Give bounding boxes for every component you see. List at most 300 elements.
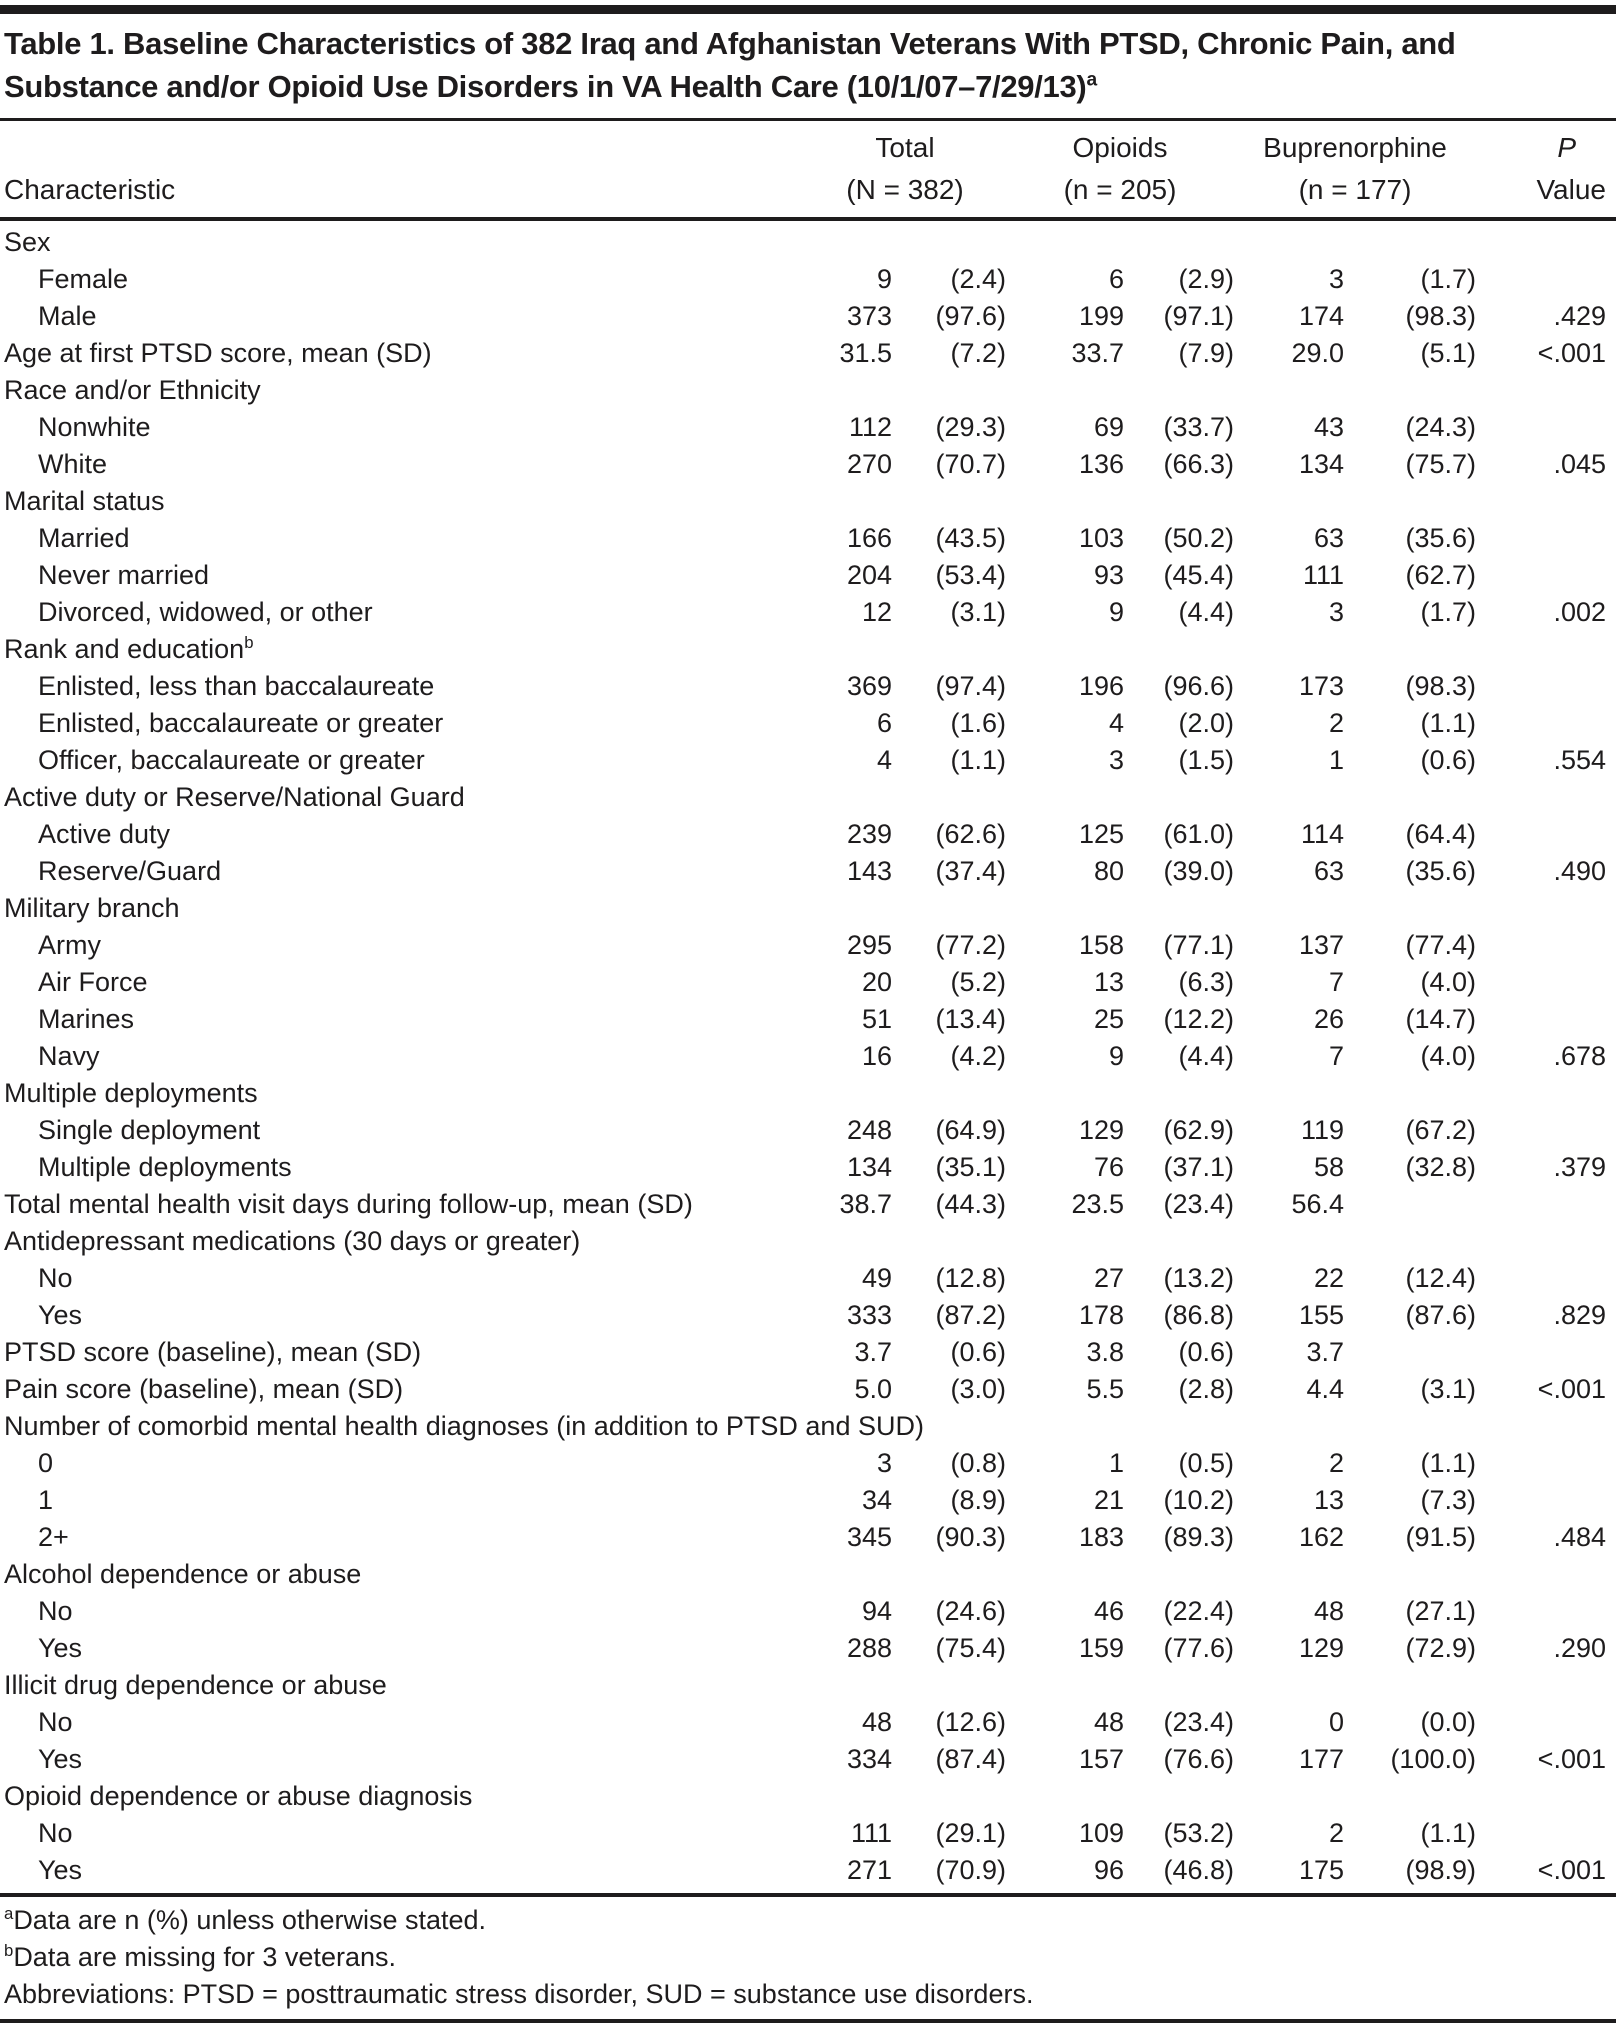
cell-total-n: 334 bbox=[846, 1744, 892, 1774]
cell-opioids-pct: (7.9) bbox=[1178, 338, 1234, 368]
cell-total-pct: (70.9) bbox=[935, 1855, 1006, 1885]
header-opioids-n: (n = 205) bbox=[1063, 174, 1177, 205]
cell-opioids-n: 158 bbox=[1078, 930, 1124, 960]
cell-p-value: <.001 bbox=[1537, 338, 1606, 368]
row-label: Illicit drug dependence or abuse bbox=[4, 1670, 387, 1700]
cell-total-pct: (12.6) bbox=[935, 1707, 1006, 1737]
cell-buprenorphine-pct: (64.4) bbox=[1405, 819, 1476, 849]
cell-total-pct: (97.6) bbox=[935, 301, 1006, 331]
footnote-abbreviations-text: Abbreviations: PTSD = posttraumatic stress disorder, SUD = substance use disorders. bbox=[4, 1979, 1034, 2009]
cell-total-pct: (3.0) bbox=[950, 1374, 1006, 1404]
cell-total-pct: (0.6) bbox=[950, 1337, 1006, 1367]
row-label: Female bbox=[38, 264, 129, 294]
header-p: P bbox=[1557, 132, 1576, 163]
row-label: Yes bbox=[38, 1633, 83, 1663]
cell-buprenorphine-n: 58 bbox=[1313, 1152, 1344, 1182]
row-label: Yes bbox=[38, 1855, 83, 1885]
row-label: Air Force bbox=[38, 967, 148, 997]
row-label: PTSD score (baseline), mean (SD) bbox=[4, 1337, 422, 1367]
cell-buprenorphine-n: 4.4 bbox=[1306, 1374, 1344, 1404]
cell-total-pct: (8.9) bbox=[950, 1485, 1006, 1515]
table-row bbox=[0, 1815, 1606, 1852]
footnote-b bbox=[4, 1939, 1606, 1976]
cell-opioids-pct: (6.3) bbox=[1178, 967, 1234, 997]
table-row bbox=[0, 1556, 1606, 1593]
cell-p-value bbox=[1476, 1260, 1606, 1297]
cell-buprenorphine-n: 29.0 bbox=[1291, 338, 1344, 368]
cell-total-n: 166 bbox=[846, 523, 892, 553]
table-row bbox=[0, 1149, 1606, 1186]
cell-buprenorphine-pct: (5.1) bbox=[1420, 338, 1476, 368]
cell-total-n: 5.0 bbox=[854, 1374, 892, 1404]
cell-buprenorphine-n: 3.7 bbox=[1306, 1337, 1344, 1367]
cell-opioids-n: 80 bbox=[1093, 856, 1124, 886]
cell-total-pct: (90.3) bbox=[935, 1522, 1006, 1552]
cell-buprenorphine-n: 162 bbox=[1298, 1522, 1344, 1552]
cell-buprenorphine-n: 155 bbox=[1298, 1300, 1344, 1330]
cell-total-pct: (29.1) bbox=[935, 1818, 1006, 1848]
cell-total-pct: (44.3) bbox=[935, 1189, 1006, 1219]
cell-buprenorphine-n: 43 bbox=[1313, 412, 1344, 442]
cell-buprenorphine-n: 174 bbox=[1298, 301, 1344, 331]
cell-opioids-pct: (2.0) bbox=[1178, 708, 1234, 738]
cell-opioids-n: 199 bbox=[1078, 301, 1124, 331]
table-footnotes bbox=[0, 1897, 1616, 2019]
row-label: Enlisted, less than baccalaureate bbox=[38, 671, 435, 701]
cell-buprenorphine-pct: (67.2) bbox=[1405, 1115, 1476, 1145]
cell-total-pct: (3.1) bbox=[950, 597, 1006, 627]
cell-buprenorphine-pct: (100.0) bbox=[1390, 1744, 1476, 1774]
table-title-footnote-marker: a bbox=[1086, 69, 1097, 91]
cell-total-n: 288 bbox=[846, 1633, 892, 1663]
cell-opioids-pct: (50.2) bbox=[1163, 523, 1234, 553]
cell-buprenorphine-n: 1 bbox=[1328, 745, 1344, 775]
cell-p-value bbox=[1476, 668, 1606, 705]
cell-buprenorphine-pct: (91.5) bbox=[1405, 1522, 1476, 1552]
table-row bbox=[0, 483, 1606, 520]
cell-total-n: 373 bbox=[846, 301, 892, 331]
header-characteristic: Characteristic bbox=[4, 174, 176, 205]
cell-opioids-pct: (77.6) bbox=[1163, 1633, 1234, 1663]
table-row bbox=[0, 1075, 1606, 1112]
cell-p-value bbox=[1476, 261, 1606, 298]
table-row bbox=[0, 705, 1606, 742]
cell-buprenorphine-pct: (98.9) bbox=[1405, 1855, 1476, 1885]
cell-opioids-pct: (1.5) bbox=[1178, 745, 1234, 775]
footnote-b-text: Data are missing for 3 veterans. bbox=[13, 1942, 396, 1972]
cell-total-n: 34 bbox=[861, 1485, 892, 1515]
cell-p-value bbox=[1476, 1445, 1606, 1482]
cell-p-value: .484 bbox=[1553, 1522, 1606, 1552]
table-row bbox=[0, 1519, 1606, 1556]
cell-opioids-n: 183 bbox=[1078, 1522, 1124, 1552]
cell-buprenorphine-pct: (62.7) bbox=[1405, 560, 1476, 590]
cell-opioids-n: 3.8 bbox=[1086, 1337, 1124, 1367]
cell-opioids-pct: (4.4) bbox=[1178, 597, 1234, 627]
row-label: Reserve/Guard bbox=[38, 856, 222, 886]
cell-opioids-n: 27 bbox=[1093, 1263, 1124, 1293]
cell-buprenorphine-n: 63 bbox=[1313, 856, 1344, 886]
cell-opioids-n: 5.5 bbox=[1086, 1374, 1124, 1404]
cell-opioids-n: 46 bbox=[1093, 1596, 1124, 1626]
cell-opioids-n: 48 bbox=[1093, 1707, 1124, 1737]
cell-total-n: 143 bbox=[846, 856, 892, 886]
row-label: No bbox=[38, 1818, 73, 1848]
cell-buprenorphine-n: 177 bbox=[1298, 1744, 1344, 1774]
table-row bbox=[0, 298, 1606, 335]
table-row bbox=[0, 1704, 1606, 1741]
cell-buprenorphine-pct: (35.6) bbox=[1405, 523, 1476, 553]
row-label: Enlisted, baccalaureate or greater bbox=[38, 708, 444, 738]
cell-buprenorphine-n: 173 bbox=[1298, 671, 1344, 701]
cell-total-n: 51 bbox=[861, 1004, 892, 1034]
cell-opioids-pct: (13.2) bbox=[1163, 1263, 1234, 1293]
cell-total-pct: (1.6) bbox=[950, 708, 1006, 738]
cell-total-pct: (0.8) bbox=[950, 1448, 1006, 1478]
row-label: Officer, baccalaureate or greater bbox=[38, 745, 425, 775]
row-label: Number of comorbid mental health diagnoses (in addition to PTSD and SUD) bbox=[4, 1411, 924, 1441]
footnote-a bbox=[4, 1902, 1606, 1939]
cell-total-pct: (75.4) bbox=[935, 1633, 1006, 1663]
row-label: No bbox=[38, 1707, 73, 1737]
table-body bbox=[0, 221, 1616, 1893]
cell-buprenorphine-pct: (12.4) bbox=[1405, 1263, 1476, 1293]
header-group-opioids: Opioids bbox=[1072, 132, 1168, 163]
cell-buprenorphine-n: 56.4 bbox=[1291, 1189, 1344, 1219]
cell-p-value: .554 bbox=[1553, 745, 1606, 775]
row-label: Army bbox=[38, 930, 101, 960]
cell-buprenorphine-n: 175 bbox=[1298, 1855, 1344, 1885]
row-label: Multiple deployments bbox=[4, 1078, 258, 1108]
cell-total-n: 3 bbox=[876, 1448, 892, 1478]
table-row bbox=[0, 520, 1606, 557]
row-label: 1 bbox=[38, 1485, 54, 1515]
cell-total-pct: (62.6) bbox=[935, 819, 1006, 849]
cell-p-value: <.001 bbox=[1537, 1374, 1606, 1404]
table-row bbox=[0, 1260, 1606, 1297]
cell-p-value bbox=[1476, 1815, 1606, 1852]
cell-p-value bbox=[1476, 557, 1606, 594]
cell-total-pct: (53.4) bbox=[935, 560, 1006, 590]
cell-buprenorphine-n: 137 bbox=[1298, 930, 1344, 960]
cell-total-n: 134 bbox=[846, 1152, 892, 1182]
table-row bbox=[0, 372, 1606, 409]
cell-opioids-n: 159 bbox=[1078, 1633, 1124, 1663]
cell-total-pct: (64.9) bbox=[935, 1115, 1006, 1145]
cell-opioids-n: 109 bbox=[1078, 1818, 1124, 1848]
footnote-b-marker: b bbox=[4, 1941, 14, 1960]
footnote-a-marker: a bbox=[4, 1904, 14, 1923]
cell-opioids-pct: (10.2) bbox=[1163, 1485, 1234, 1515]
cell-opioids-n: 13 bbox=[1093, 967, 1124, 997]
cell-p-value bbox=[1476, 1112, 1606, 1149]
cell-opioids-pct: (89.3) bbox=[1163, 1522, 1234, 1552]
cell-p-value bbox=[1476, 705, 1606, 742]
cell-p-value bbox=[1476, 1593, 1606, 1630]
cell-opioids-n: 196 bbox=[1078, 671, 1124, 701]
cell-buprenorphine-pct: (87.6) bbox=[1405, 1300, 1476, 1330]
cell-total-n: 94 bbox=[861, 1596, 892, 1626]
cell-total-n: 12 bbox=[861, 597, 892, 627]
cell-total-pct: (24.6) bbox=[935, 1596, 1006, 1626]
cell-buprenorphine-pct: (1.1) bbox=[1420, 1818, 1476, 1848]
row-label: Married bbox=[38, 523, 130, 553]
cell-opioids-n: 93 bbox=[1093, 560, 1124, 590]
row-label: Yes bbox=[38, 1744, 83, 1774]
cell-opioids-n: 25 bbox=[1093, 1004, 1124, 1034]
cell-buprenorphine-pct: (27.1) bbox=[1405, 1596, 1476, 1626]
cell-total-n: 4 bbox=[876, 745, 892, 775]
footnote-a-text: Data are n (%) unless otherwise stated. bbox=[13, 1905, 487, 1935]
row-label: Rank and education$^b$ bbox=[4, 633, 254, 664]
row-label: Sex bbox=[4, 227, 51, 257]
cell-buprenorphine-n: 2 bbox=[1328, 1818, 1344, 1848]
cell-p-value: .829 bbox=[1553, 1300, 1606, 1330]
cell-opioids-pct: (22.4) bbox=[1163, 1596, 1234, 1626]
table-row bbox=[0, 1371, 1606, 1408]
cell-buprenorphine-pct: (1.7) bbox=[1420, 264, 1476, 294]
cell-opioids-pct: (96.6) bbox=[1163, 671, 1234, 701]
cell-opioids-pct: (53.2) bbox=[1163, 1818, 1234, 1848]
cell-opioids-pct: (2.8) bbox=[1178, 1374, 1234, 1404]
cell-opioids-pct: (23.4) bbox=[1163, 1707, 1234, 1737]
cell-opioids-n: 178 bbox=[1078, 1300, 1124, 1330]
cell-opioids-n: 103 bbox=[1078, 523, 1124, 553]
cell-total-n: 16 bbox=[861, 1041, 892, 1071]
cell-p-value: <.001 bbox=[1537, 1744, 1606, 1774]
cell-opioids-n: 6 bbox=[1108, 264, 1124, 294]
table-row bbox=[0, 1593, 1606, 1630]
cell-opioids-pct: (76.6) bbox=[1163, 1744, 1234, 1774]
cell-buprenorphine-pct: (98.3) bbox=[1405, 671, 1476, 701]
cell-p-value bbox=[1476, 964, 1606, 1001]
table-row bbox=[0, 1667, 1606, 1704]
cell-opioids-n: 9 bbox=[1108, 1041, 1124, 1071]
cell-total-pct: (77.2) bbox=[935, 930, 1006, 960]
cell-total-n: 3.7 bbox=[854, 1337, 892, 1367]
cell-buprenorphine-pct: (1.1) bbox=[1420, 708, 1476, 738]
cell-buprenorphine-pct: (14.7) bbox=[1405, 1004, 1476, 1034]
row-label: Navy bbox=[38, 1041, 100, 1071]
cell-opioids-pct: (97.1) bbox=[1163, 301, 1234, 331]
header-sub-row bbox=[0, 169, 1606, 211]
table-row bbox=[0, 631, 1606, 668]
cell-buprenorphine-n: 2 bbox=[1328, 1448, 1344, 1478]
cell-p-value: <.001 bbox=[1537, 1855, 1606, 1885]
cell-buprenorphine-n: 0 bbox=[1328, 1707, 1344, 1737]
table-title bbox=[0, 14, 1616, 118]
table-row bbox=[0, 261, 1606, 298]
cell-total-pct: (35.1) bbox=[935, 1152, 1006, 1182]
row-label: Marital status bbox=[4, 486, 165, 516]
cell-opioids-n: 3 bbox=[1108, 745, 1124, 775]
cell-buprenorphine-pct: (35.6) bbox=[1405, 856, 1476, 886]
row-label: 0 bbox=[38, 1448, 54, 1478]
cell-p-value: .290 bbox=[1553, 1633, 1606, 1663]
cell-p-value bbox=[1476, 409, 1606, 446]
cell-buprenorphine-pct: (98.3) bbox=[1405, 301, 1476, 331]
cell-total-n: 112 bbox=[848, 412, 892, 442]
cell-buprenorphine-n: 134 bbox=[1298, 449, 1344, 479]
cell-p-value: .045 bbox=[1553, 449, 1606, 479]
cell-opioids-pct: (33.7) bbox=[1163, 412, 1234, 442]
table-row bbox=[0, 557, 1606, 594]
row-label: Never married bbox=[38, 560, 210, 590]
cell-total-n: 369 bbox=[846, 671, 892, 701]
cell-buprenorphine-n: 3 bbox=[1328, 597, 1344, 627]
cell-opioids-pct: (66.3) bbox=[1163, 449, 1234, 479]
cell-total-n: 48 bbox=[861, 1707, 892, 1737]
row-label: Active duty bbox=[38, 819, 171, 849]
table-row bbox=[0, 742, 1606, 779]
table-row bbox=[0, 1482, 1606, 1519]
cell-buprenorphine-n: 13 bbox=[1313, 1485, 1344, 1515]
cell-buprenorphine-n: 48 bbox=[1313, 1596, 1344, 1626]
cell-p-value bbox=[1476, 816, 1606, 853]
row-label: Yes bbox=[38, 1300, 83, 1330]
cell-buprenorphine-pct: (24.3) bbox=[1405, 412, 1476, 442]
cell-buprenorphine-n: 119 bbox=[1300, 1115, 1344, 1145]
cell-buprenorphine-n: 7 bbox=[1328, 1041, 1344, 1071]
cell-opioids-n: 9 bbox=[1108, 597, 1124, 627]
table-row bbox=[0, 1038, 1606, 1075]
cell-opioids-pct: (4.4) bbox=[1178, 1041, 1234, 1071]
row-label: No bbox=[38, 1263, 73, 1293]
cell-opioids-pct: (12.2) bbox=[1163, 1004, 1234, 1034]
row-label: Active duty or Reserve/National Guard bbox=[4, 782, 465, 812]
cell-total-pct: (1.1) bbox=[950, 745, 1006, 775]
cell-p-value bbox=[1476, 1334, 1606, 1371]
cell-total-pct: (97.4) bbox=[935, 671, 1006, 701]
row-label: Nonwhite bbox=[38, 412, 151, 442]
cell-total-pct: (87.2) bbox=[935, 1300, 1006, 1330]
footnote-abbreviations bbox=[4, 1976, 1606, 2013]
cell-buprenorphine-n: 114 bbox=[1300, 819, 1344, 849]
row-label: Total mental health visit days during follow-up, mean (SD) bbox=[4, 1189, 693, 1219]
table-row bbox=[0, 1630, 1606, 1667]
cell-buprenorphine-n: 22 bbox=[1313, 1263, 1344, 1293]
row-label: Pain score (baseline), mean (SD) bbox=[4, 1374, 404, 1404]
cell-buprenorphine-n: 63 bbox=[1313, 523, 1344, 553]
cell-opioids-pct: (23.4) bbox=[1163, 1189, 1234, 1219]
cell-total-pct: (2.4) bbox=[950, 264, 1006, 294]
cell-opioids-n: 76 bbox=[1093, 1152, 1124, 1182]
row-label: Multiple deployments bbox=[38, 1152, 292, 1182]
cell-opioids-pct: (61.0) bbox=[1163, 819, 1234, 849]
cell-buprenorphine-pct: (1.1) bbox=[1420, 1448, 1476, 1478]
table-row bbox=[0, 594, 1606, 631]
cell-total-n: 270 bbox=[846, 449, 892, 479]
row-label: Divorced, widowed, or other bbox=[38, 597, 373, 627]
cell-total-n: 248 bbox=[846, 1115, 892, 1145]
table-row bbox=[0, 1445, 1606, 1482]
cell-buprenorphine-pct: (0.0) bbox=[1420, 1707, 1476, 1737]
cell-total-n: 6 bbox=[876, 708, 892, 738]
cell-buprenorphine-pct: (77.4) bbox=[1405, 930, 1476, 960]
cell-buprenorphine-pct: (3.1) bbox=[1420, 1374, 1476, 1404]
cell-opioids-n: 157 bbox=[1078, 1744, 1124, 1774]
cell-buprenorphine-pct: (32.8) bbox=[1405, 1152, 1476, 1182]
cell-buprenorphine-n: 3 bbox=[1328, 264, 1344, 294]
row-label: Race and/or Ethnicity bbox=[4, 375, 261, 405]
cell-opioids-pct: (39.0) bbox=[1163, 856, 1234, 886]
cell-p-value: .002 bbox=[1553, 597, 1606, 627]
cell-total-n: 20 bbox=[861, 967, 892, 997]
row-label: Alcohol dependence or abuse bbox=[4, 1559, 362, 1589]
table-row bbox=[0, 1741, 1606, 1778]
cell-total-n: 271 bbox=[846, 1855, 892, 1885]
cell-opioids-n: 96 bbox=[1093, 1855, 1124, 1885]
cell-total-n: 295 bbox=[846, 930, 892, 960]
header-p-value: Value bbox=[1536, 174, 1606, 205]
table-row bbox=[0, 1223, 1606, 1260]
cell-buprenorphine-pct: (4.0) bbox=[1420, 967, 1476, 997]
table-row bbox=[0, 335, 1606, 372]
cell-opioids-pct: (46.8) bbox=[1163, 1855, 1234, 1885]
cell-total-pct: (87.4) bbox=[935, 1744, 1006, 1774]
cell-buprenorphine-pct: (0.6) bbox=[1420, 745, 1476, 775]
cell-p-value bbox=[1476, 1186, 1606, 1223]
table-row bbox=[0, 927, 1606, 964]
cell-opioids-n: 136 bbox=[1078, 449, 1124, 479]
table-row bbox=[0, 890, 1606, 927]
cell-opioids-n: 125 bbox=[1078, 819, 1124, 849]
cell-buprenorphine-pct: (72.9) bbox=[1405, 1633, 1476, 1663]
cell-p-value: .678 bbox=[1553, 1041, 1606, 1071]
cell-buprenorphine-pct bbox=[1344, 1334, 1476, 1371]
row-label-footnote-marker: b bbox=[244, 633, 254, 652]
header-spacer bbox=[0, 127, 804, 169]
header-total-n: (N = 382) bbox=[846, 174, 964, 205]
row-label: Single deployment bbox=[38, 1115, 261, 1145]
cell-total-pct: (37.4) bbox=[935, 856, 1006, 886]
table-row bbox=[0, 668, 1606, 705]
table-header bbox=[0, 121, 1616, 217]
cell-opioids-n: 21 bbox=[1093, 1485, 1124, 1515]
row-label: Antidepressant medications (30 days or greater) bbox=[4, 1226, 581, 1256]
cell-opioids-n: 4 bbox=[1108, 708, 1124, 738]
header-group-buprenorphine: Buprenorphine bbox=[1263, 132, 1447, 163]
cell-buprenorphine-pct: (7.3) bbox=[1420, 1485, 1476, 1515]
cell-opioids-pct: (2.9) bbox=[1178, 264, 1234, 294]
cell-total-pct: (29.3) bbox=[935, 412, 1006, 442]
cell-p-value: .429 bbox=[1553, 301, 1606, 331]
cell-opioids-pct: (77.1) bbox=[1163, 930, 1234, 960]
cell-buprenorphine-n: 7 bbox=[1328, 967, 1344, 997]
table-row bbox=[0, 816, 1606, 853]
cell-p-value bbox=[1476, 927, 1606, 964]
cell-total-pct: (13.4) bbox=[935, 1004, 1006, 1034]
cell-total-n: 239 bbox=[846, 819, 892, 849]
table-row bbox=[0, 1408, 1606, 1445]
cell-total-n: 38.7 bbox=[839, 1189, 892, 1219]
cell-total-n: 9 bbox=[876, 264, 892, 294]
table-title-text: Table 1. Baseline Characteristics of 382 Iraq and Afghanistan Veterans With PTSD, Chronic Pain, and Substance and/or Opioid Use Disorders in VA Health Care (10/1/07–7/29/13) bbox=[4, 26, 1456, 104]
table-row bbox=[0, 1334, 1606, 1371]
cell-p-value: .379 bbox=[1553, 1152, 1606, 1182]
table-top-bar bbox=[0, 5, 1616, 14]
table-row bbox=[0, 1112, 1606, 1149]
cell-buprenorphine-n: 2 bbox=[1328, 708, 1344, 738]
row-label: Opioid dependence or abuse diagnosis bbox=[4, 1781, 473, 1811]
cell-total-pct: (5.2) bbox=[950, 967, 1006, 997]
table-row bbox=[0, 1778, 1606, 1815]
table-row bbox=[0, 1297, 1606, 1334]
cell-buprenorphine-pct: (75.7) bbox=[1405, 449, 1476, 479]
cell-opioids-n: 23.5 bbox=[1071, 1189, 1124, 1219]
table-bottom-bar bbox=[0, 2019, 1616, 2023]
cell-opioids-pct: (0.6) bbox=[1178, 1337, 1234, 1367]
